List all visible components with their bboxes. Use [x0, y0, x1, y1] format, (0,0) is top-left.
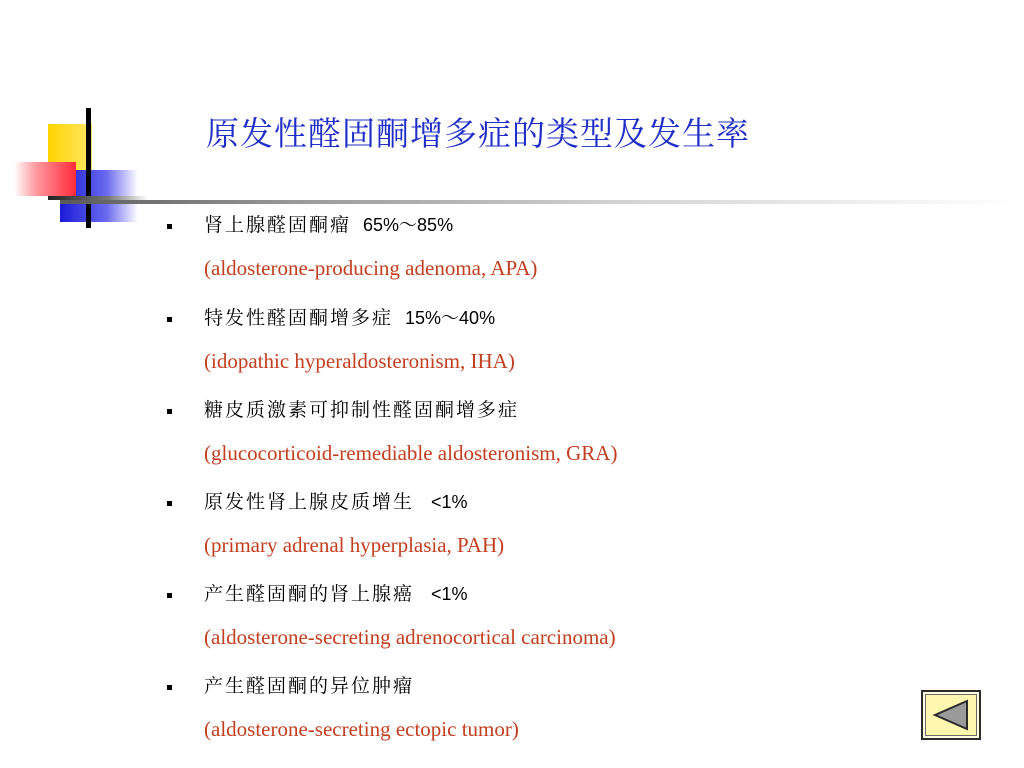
- item-chinese: [204, 671, 414, 698]
- item-chinese-text: 糖皮质激素可抑制性醛固酮增多症: [204, 399, 520, 421]
- item-chinese: [204, 487, 468, 514]
- item-chinese-text: 产生醛固酮的肾上腺癌: [204, 583, 415, 605]
- bullet-icon: [167, 409, 172, 414]
- item-chinese-text: 原发性肾上腺皮质增生: [204, 491, 415, 513]
- item-percentage: <1%: [426, 492, 468, 512]
- list-item: [0, 303, 1024, 393]
- item-percentage: <1%: [426, 584, 468, 604]
- item-chinese: [204, 395, 519, 422]
- item-english: (glucocorticoid-remediable aldosteronism, GRA): [204, 441, 618, 465]
- item-percentage: 65%～85%: [363, 215, 454, 235]
- item-english: (aldosterone-secreting ectopic tumor): [204, 717, 519, 741]
- item-chinese: [204, 579, 468, 606]
- item-english: (aldosterone-secreting adrenocortical carcinoma): [204, 625, 616, 649]
- slide-title: 原发性醛固酮增多症的类型及发生率: [206, 114, 750, 153]
- bullet-icon: [167, 685, 172, 690]
- list-item: [0, 487, 1024, 577]
- item-chinese-text: 产生醛固酮的异位肿瘤: [204, 675, 415, 697]
- item-percentage: 15%～40%: [405, 308, 496, 328]
- item-chinese: [204, 303, 495, 330]
- item-chinese-text: 肾上腺醛固酮瘤: [204, 214, 352, 236]
- bullet-icon: [167, 593, 172, 598]
- bullet-icon: [167, 224, 172, 229]
- bullet-icon: [167, 317, 172, 322]
- list-item: [0, 671, 1024, 761]
- item-english: (aldosterone-producing adenoma, APA): [204, 256, 538, 280]
- item-chinese-text: 特发性醛固酮增多症: [204, 307, 394, 329]
- bullet-icon: [167, 501, 172, 506]
- list-item: [0, 579, 1024, 669]
- item-chinese: [204, 210, 453, 237]
- item-english: (primary adrenal hyperplasia, PAH): [204, 533, 505, 557]
- list-item: [0, 395, 1024, 485]
- item-english: (idopathic hyperaldosteronism, IHA): [204, 349, 515, 373]
- triangle-left-icon: [931, 698, 971, 732]
- previous-slide-button[interactable]: [921, 690, 981, 740]
- list-item: [0, 210, 1024, 300]
